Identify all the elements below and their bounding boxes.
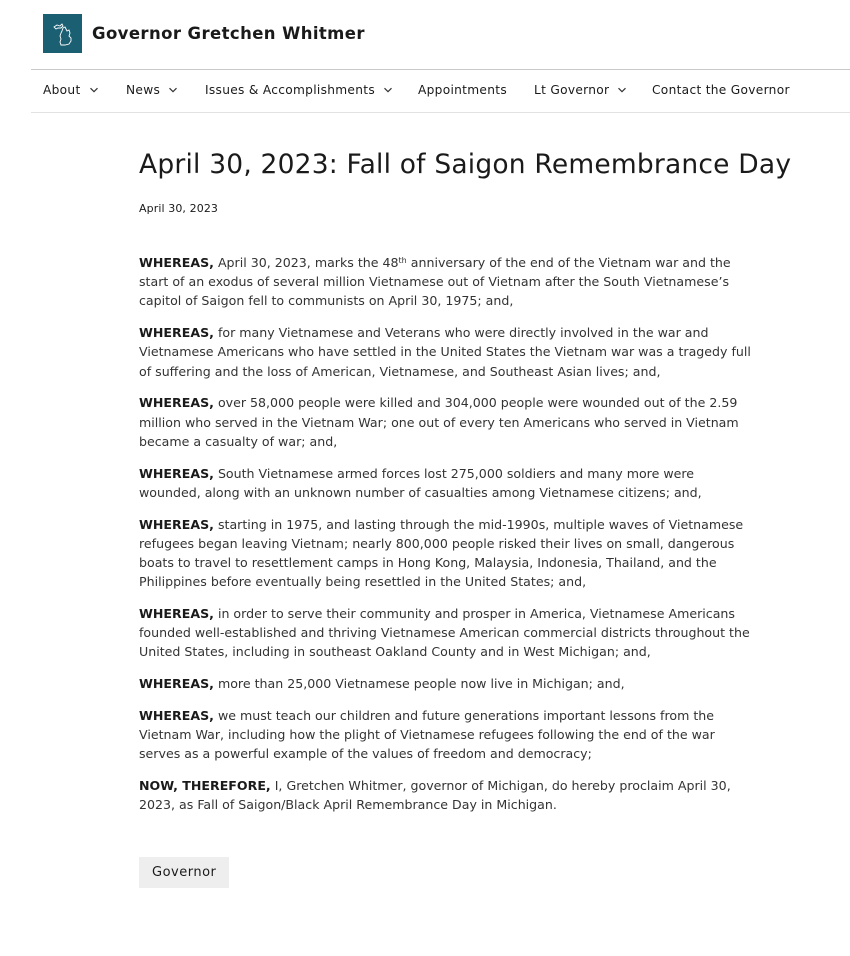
paragraph-lead: WHEREAS, — [139, 676, 214, 692]
proclamation-paragraph — [139, 464, 751, 502]
paragraph-text: more than 25,000 Vietnamese people now live in Michigan; and, — [213, 676, 625, 692]
paragraph-text: April 30, 2023, marks the 48 — [213, 255, 399, 270]
proclamation-paragraph — [139, 604, 751, 662]
article-date: April 30, 2023 — [139, 202, 219, 215]
paragraph-lead: WHEREAS, — [139, 606, 214, 622]
nav-item-label: Contact the Governor — [652, 83, 790, 97]
paragraph-text: in order to serve their community and prosper in America, Vietnamese Americans founded well-established and thriving Vietnamese American commercial districts throughout the United States, including in southeast Oakland County and in West Michigan; and, — [139, 606, 750, 660]
nav-item-label: News — [126, 83, 161, 97]
nav-item-issues-accomplishments[interactable] — [205, 83, 393, 97]
proclamation-paragraph — [139, 393, 751, 451]
paragraph-text: starting in 1975, and lasting through the mid-1990s, multiple waves of Vietnamese refugees began leaving Vietnam; nearly 800,000 people risked their lives on small, dangerous boats to travel to resettlement camps in Hong Kong, Malaysia, Indonesia, Thailand, and the Philippines before eventually being resettled in the United States; and, — [139, 516, 744, 590]
paragraph-lead: WHEREAS, — [139, 516, 214, 532]
site-title[interactable]: Governor Gretchen Whitmer — [92, 24, 365, 43]
proclamation-paragraph — [139, 323, 751, 381]
chevron-down-icon — [617, 85, 627, 95]
nav-item-news[interactable] — [126, 83, 178, 97]
ordinal-suffix: th — [398, 256, 407, 265]
paragraph-lead: WHEREAS, — [139, 255, 214, 270]
proclamation-paragraph — [139, 674, 751, 693]
nav-item-label: About — [43, 83, 81, 97]
paragraph-text: South Vietnamese armed forces lost 275,000 soldiers and many more were wounded, along with an unknown number of casualties among Vietnamese citizens; and, — [139, 465, 702, 500]
chevron-down-icon — [89, 85, 99, 95]
page-title: April 30, 2023: Fall of Saigon Remembrance Day — [139, 149, 792, 180]
paragraph-lead: WHEREAS, — [139, 708, 214, 724]
main-navigation — [31, 69, 850, 113]
paragraph-lead: WHEREAS, — [139, 395, 214, 411]
paragraph-text: anniversary of the end of the Vietnam war and the start of an exodus of several million Vietnamese out of Vietnam after the South Vietnamese’s capitol of Saigon fell to communists on April 30, 1975; and, — [139, 255, 731, 309]
paragraph-text: over 58,000 people were killed and 304,000 people were wounded out of the 2.59 million who served in the Vietnam War; one out of every ten Americans who served in Vietnam became a casualty of war; and, — [139, 395, 739, 449]
site-header — [31, 0, 850, 69]
nav-item-appointments[interactable] — [418, 83, 507, 97]
nav-item-contact-governor[interactable] — [652, 83, 790, 97]
paragraph-lead: WHEREAS, — [139, 325, 214, 341]
nav-item-label: Issues & Accomplishments — [205, 83, 375, 97]
paragraph-lead: NOW, THEREFORE, — [139, 778, 271, 794]
nav-item-about[interactable] — [43, 83, 99, 97]
paragraph-text: I, Gretchen Whitmer, governor of Michigan, do hereby proclaim April 30, 2023, as Fall of Saigon/Black April Remembrance Day in Michigan. — [139, 778, 731, 813]
proclamation-paragraph — [139, 706, 751, 764]
site-logo[interactable] — [43, 14, 82, 53]
paragraph-text: we must teach our children and future generations important lessons from the Vietnam War, including how the plight of Vietnamese refugees following the end of the war serves as a powerful example of the values of freedom and democracy; — [139, 708, 715, 762]
proclamation-paragraph — [139, 776, 751, 814]
proclamation-paragraph — [139, 515, 751, 592]
paragraph-text: for many Vietnamese and Veterans who were directly involved in the war and Vietnamese Americans who have settled in the United States the Vietnam war was a tragedy full of suffering and the loss of American, Vietnamese, and Southeast Asian lives; and, — [139, 325, 751, 379]
nav-item-label: Lt Governor — [534, 83, 610, 97]
article — [139, 145, 792, 827]
article-body — [139, 253, 759, 815]
proclamation-paragraph — [139, 253, 751, 311]
chevron-down-icon — [168, 85, 178, 95]
nav-item-lt-governor[interactable] — [534, 83, 627, 97]
chevron-down-icon — [383, 85, 393, 95]
paragraph-lead: WHEREAS, — [139, 465, 214, 481]
tag-governor[interactable]: Governor — [139, 857, 229, 888]
nav-item-label: Appointments — [418, 83, 507, 97]
michigan-state-icon — [48, 19, 78, 49]
